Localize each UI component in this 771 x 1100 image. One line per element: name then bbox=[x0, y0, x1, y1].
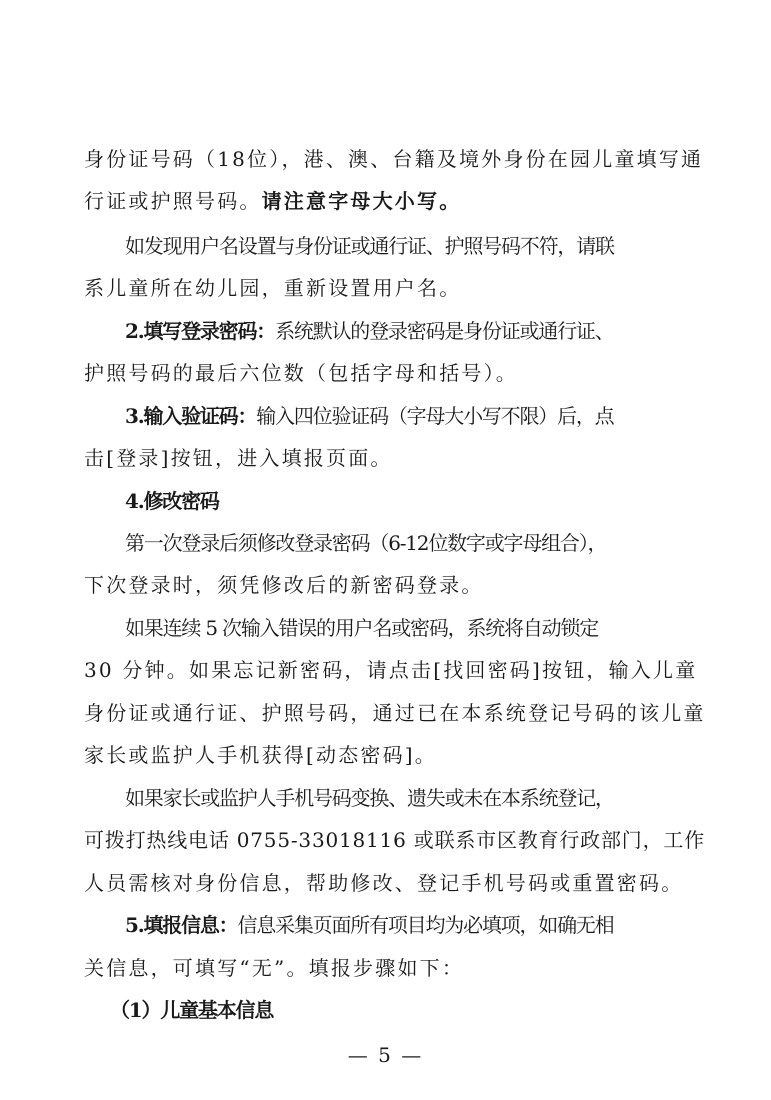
page-number: — 5 — bbox=[347, 1043, 424, 1067]
paragraph-line bbox=[125, 486, 735, 516]
paragraph-line: 第一次登录后须修改登录密码（6-12位数字或字母组合）， bbox=[125, 531, 607, 555]
paragraph-line: 5.填报信息：信息采集页面所有项目均为必填项，如确无相 bbox=[125, 913, 614, 937]
paragraph-line: 系儿童所在幼儿园，重新设置用户名。 bbox=[84, 276, 462, 300]
paragraph-line: 如果家长或监护人手机号码变换、遗失或未在本系统登记， bbox=[125, 786, 614, 810]
paragraph-line: 3.输入验证码：输入四位验证码（字母大小写不限）后，点 bbox=[125, 404, 614, 428]
paragraph-line: 2.填写登录密码：系统默认的登录密码是身份证或通行证、 bbox=[125, 319, 614, 343]
paragraph-line: 如果连续 5 次输入错误的用户名或密码，系统将自动锁定 bbox=[125, 616, 599, 640]
emphasis-text: 请注意字母大小写。 bbox=[261, 189, 462, 213]
sub-heading: （1）儿童基本信息 bbox=[110, 998, 274, 1022]
paragraph-line: 如发现用户名设置与身份证或通行证、护照号码不符，请联 bbox=[125, 234, 614, 258]
paragraph-line: 家长或监护人手机获得[动态密码]。 bbox=[84, 743, 438, 767]
paragraph-line: 身份证或通行证、护照号码，通过已在本系统登记号码的该儿童 bbox=[84, 701, 706, 725]
paragraph-line: 击[登录]按钮，进入填报页面。 bbox=[84, 446, 393, 470]
paragraph-line: 可拨打热线电话 0755-33018116 或联系市区教育行政部门，工作 bbox=[84, 828, 705, 852]
step-heading: 5.填报信息： bbox=[125, 913, 238, 937]
paragraph-line: 30 分钟。如果忘记新密码，请点击[找回密码]按钮，输入儿童 bbox=[84, 658, 698, 682]
paragraph-line: 身份证号码（18位），港、澳、台籍及境外身份在园儿童填写通 bbox=[84, 147, 704, 171]
step-heading: 4.修改密码 bbox=[125, 489, 219, 513]
paragraph-line: 护照号码的最后六位数（包括字母和括号）。 bbox=[84, 361, 518, 385]
paragraph-line: 下次登录时，须凭修改后的新密码登录。 bbox=[84, 573, 484, 597]
paragraph-line: 关信息，可填写“无”。填报步骤如下： bbox=[84, 956, 465, 980]
paragraph-line: 行证或护照号码。请注意字母大小写。 bbox=[84, 189, 462, 213]
step-heading: 3.输入验证码： bbox=[125, 404, 257, 428]
paragraph-line: 人员需核对身份信息，帮助修改、登记手机号码或重置密码。 bbox=[84, 871, 684, 895]
step-heading: 2.填写登录密码： bbox=[125, 319, 276, 343]
